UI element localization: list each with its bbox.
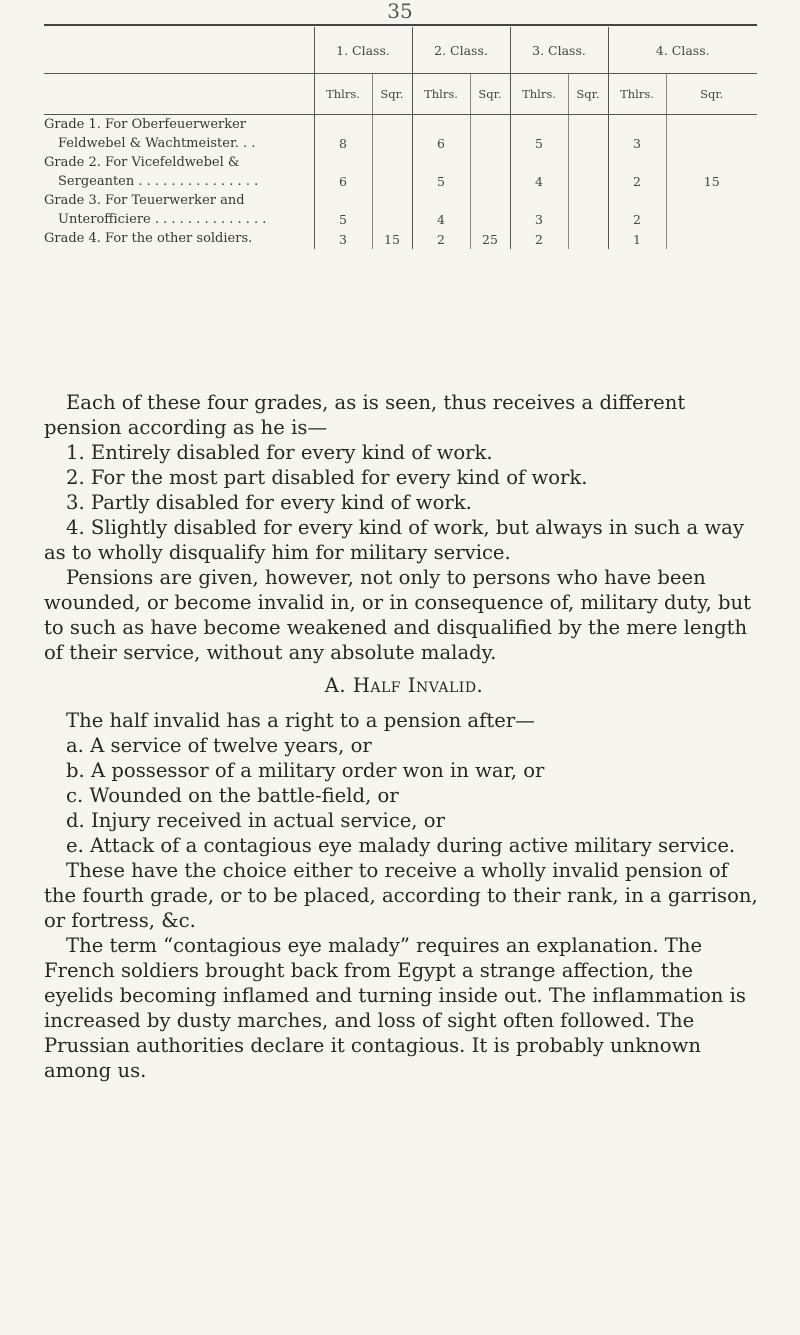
condition-item: d. Injury received in actual service, or xyxy=(66,809,445,832)
disability-item: 2. For the most part disabled for every kind of work. xyxy=(66,466,588,489)
table-cell: 5 xyxy=(412,153,470,191)
grade-label xyxy=(44,191,314,229)
table-cell xyxy=(666,191,757,229)
class-3-header: 3. Class. xyxy=(510,27,608,74)
grade-label-line: Grade 4. For the other soldiers. xyxy=(44,231,253,246)
condition-item: b. A possessor of a military order won in war, or xyxy=(66,759,545,782)
grade-label-line: Grade 1. For Oberfeuerwerker xyxy=(44,117,247,132)
table-cell: 15 xyxy=(372,229,412,249)
table-cell xyxy=(470,115,510,154)
body-text xyxy=(44,390,764,1083)
condition-item: c. Wounded on the battle-field, or xyxy=(66,784,399,807)
pensions-paragraph: Pensions are given, however, not only to persons who have been wounded, or become invalid in, or in consequence of, military duty, but to such as have become weakened and disqualified by the mere length of their service, without any absolute malady. xyxy=(44,566,752,664)
table-row xyxy=(44,115,757,154)
grade-label-line: Unterofficiere . . . . . . . . . . . . . . xyxy=(58,212,267,227)
table-cell: 25 xyxy=(470,229,510,249)
table-cell: 8 xyxy=(314,115,372,154)
table-cell xyxy=(470,153,510,191)
class-2-header: 2. Class. xyxy=(412,27,510,74)
section-heading xyxy=(44,673,764,698)
table-cell xyxy=(568,191,608,229)
table-cell xyxy=(666,229,757,249)
grade-label-line: Grade 3. For Teuerwerker and xyxy=(44,193,245,208)
table-cell: 3 xyxy=(314,229,372,249)
table-cell: 4 xyxy=(510,153,568,191)
table-cell: 2 xyxy=(510,229,568,249)
condition-item: a. A service of twelve years, or xyxy=(66,734,372,757)
condition-item: e. Attack of a contagious eye malady during active military service. xyxy=(66,834,736,857)
table-cell: 6 xyxy=(314,153,372,191)
grade-label xyxy=(44,229,314,249)
disability-item: 1. Entirely disabled for every kind of work. xyxy=(66,441,493,464)
table-cell: 6 xyxy=(412,115,470,154)
table-cell: 15 xyxy=(666,153,757,191)
table-cell xyxy=(372,115,412,154)
table-top-rule xyxy=(44,24,757,26)
section-heading-text: Half Invalid. xyxy=(352,674,484,697)
table-corner xyxy=(44,27,314,74)
table-row xyxy=(44,153,757,191)
disability-item: 3. Partly disabled for every kind of work. xyxy=(66,491,472,514)
grade-label-line: Grade 2. For Vicefeldwebel & xyxy=(44,155,240,170)
unit-header: Sqr. xyxy=(666,74,757,115)
unit-header: Sqr. xyxy=(568,74,608,115)
table-cell: 3 xyxy=(608,115,666,154)
unit-header: Sqr. xyxy=(372,74,412,115)
pension-table xyxy=(44,27,757,249)
table-cell: 5 xyxy=(510,115,568,154)
table-cell xyxy=(470,191,510,229)
table-cell: 4 xyxy=(412,191,470,229)
unit-header: Sqr. xyxy=(470,74,510,115)
grade-label-line: Sergeanten . . . . . . . . . . . . . . . xyxy=(58,174,259,189)
table-cell xyxy=(372,191,412,229)
table-cell: 2 xyxy=(608,153,666,191)
class-1-header: 1. Class. xyxy=(314,27,412,74)
table-cell: 5 xyxy=(314,191,372,229)
unit-header: Thlrs. xyxy=(510,74,568,115)
unit-header: Thlrs. xyxy=(314,74,372,115)
table-cell xyxy=(568,153,608,191)
table-cell: 2 xyxy=(412,229,470,249)
class-4-header: 4. Class. xyxy=(608,27,757,74)
section-heading-prefix: A. xyxy=(324,674,347,697)
table-row xyxy=(44,191,757,229)
grade-label-line: Feldwebel & Wachtmeister. . . xyxy=(58,136,256,151)
table-cell: 1 xyxy=(608,229,666,249)
table-cell xyxy=(568,115,608,154)
table-corner-lower xyxy=(44,74,314,115)
term-paragraph: The term “contagious eye malady” requires an explanation. The French soldiers brought back from Egypt a strange affection, the eyelids becoming inflamed and turning inside out. The inflammation is increased by dusty marches, and loss of sight often followed. The Prussian authorities declare it contagious. It is probably unknown among us. xyxy=(44,934,746,1082)
table-row xyxy=(44,229,757,249)
choice-paragraph: These have the choice either to receive a wholly invalid pension of the fourth grade, or to be placed, according to their rank, in a garrison, or fortress, &c. xyxy=(44,859,758,932)
intro-paragraph: Each of these four grades, as is seen, thus receives a different pension according as he is— xyxy=(44,391,686,439)
half-invalid-intro: The half invalid has a right to a pension after— xyxy=(66,709,535,732)
page-number: 35 xyxy=(387,0,413,23)
grade-label xyxy=(44,153,314,191)
unit-header: Thlrs. xyxy=(412,74,470,115)
table-cell: 3 xyxy=(510,191,568,229)
unit-header: Thlrs. xyxy=(608,74,666,115)
table-cell xyxy=(666,115,757,154)
table-cell: 2 xyxy=(608,191,666,229)
grade-label xyxy=(44,115,314,154)
table-cell xyxy=(568,229,608,249)
disability-item: 4. Slightly disabled for every kind of work, but always in such a way as to wholly disqualify him for military service. xyxy=(44,516,744,564)
table-cell xyxy=(372,153,412,191)
